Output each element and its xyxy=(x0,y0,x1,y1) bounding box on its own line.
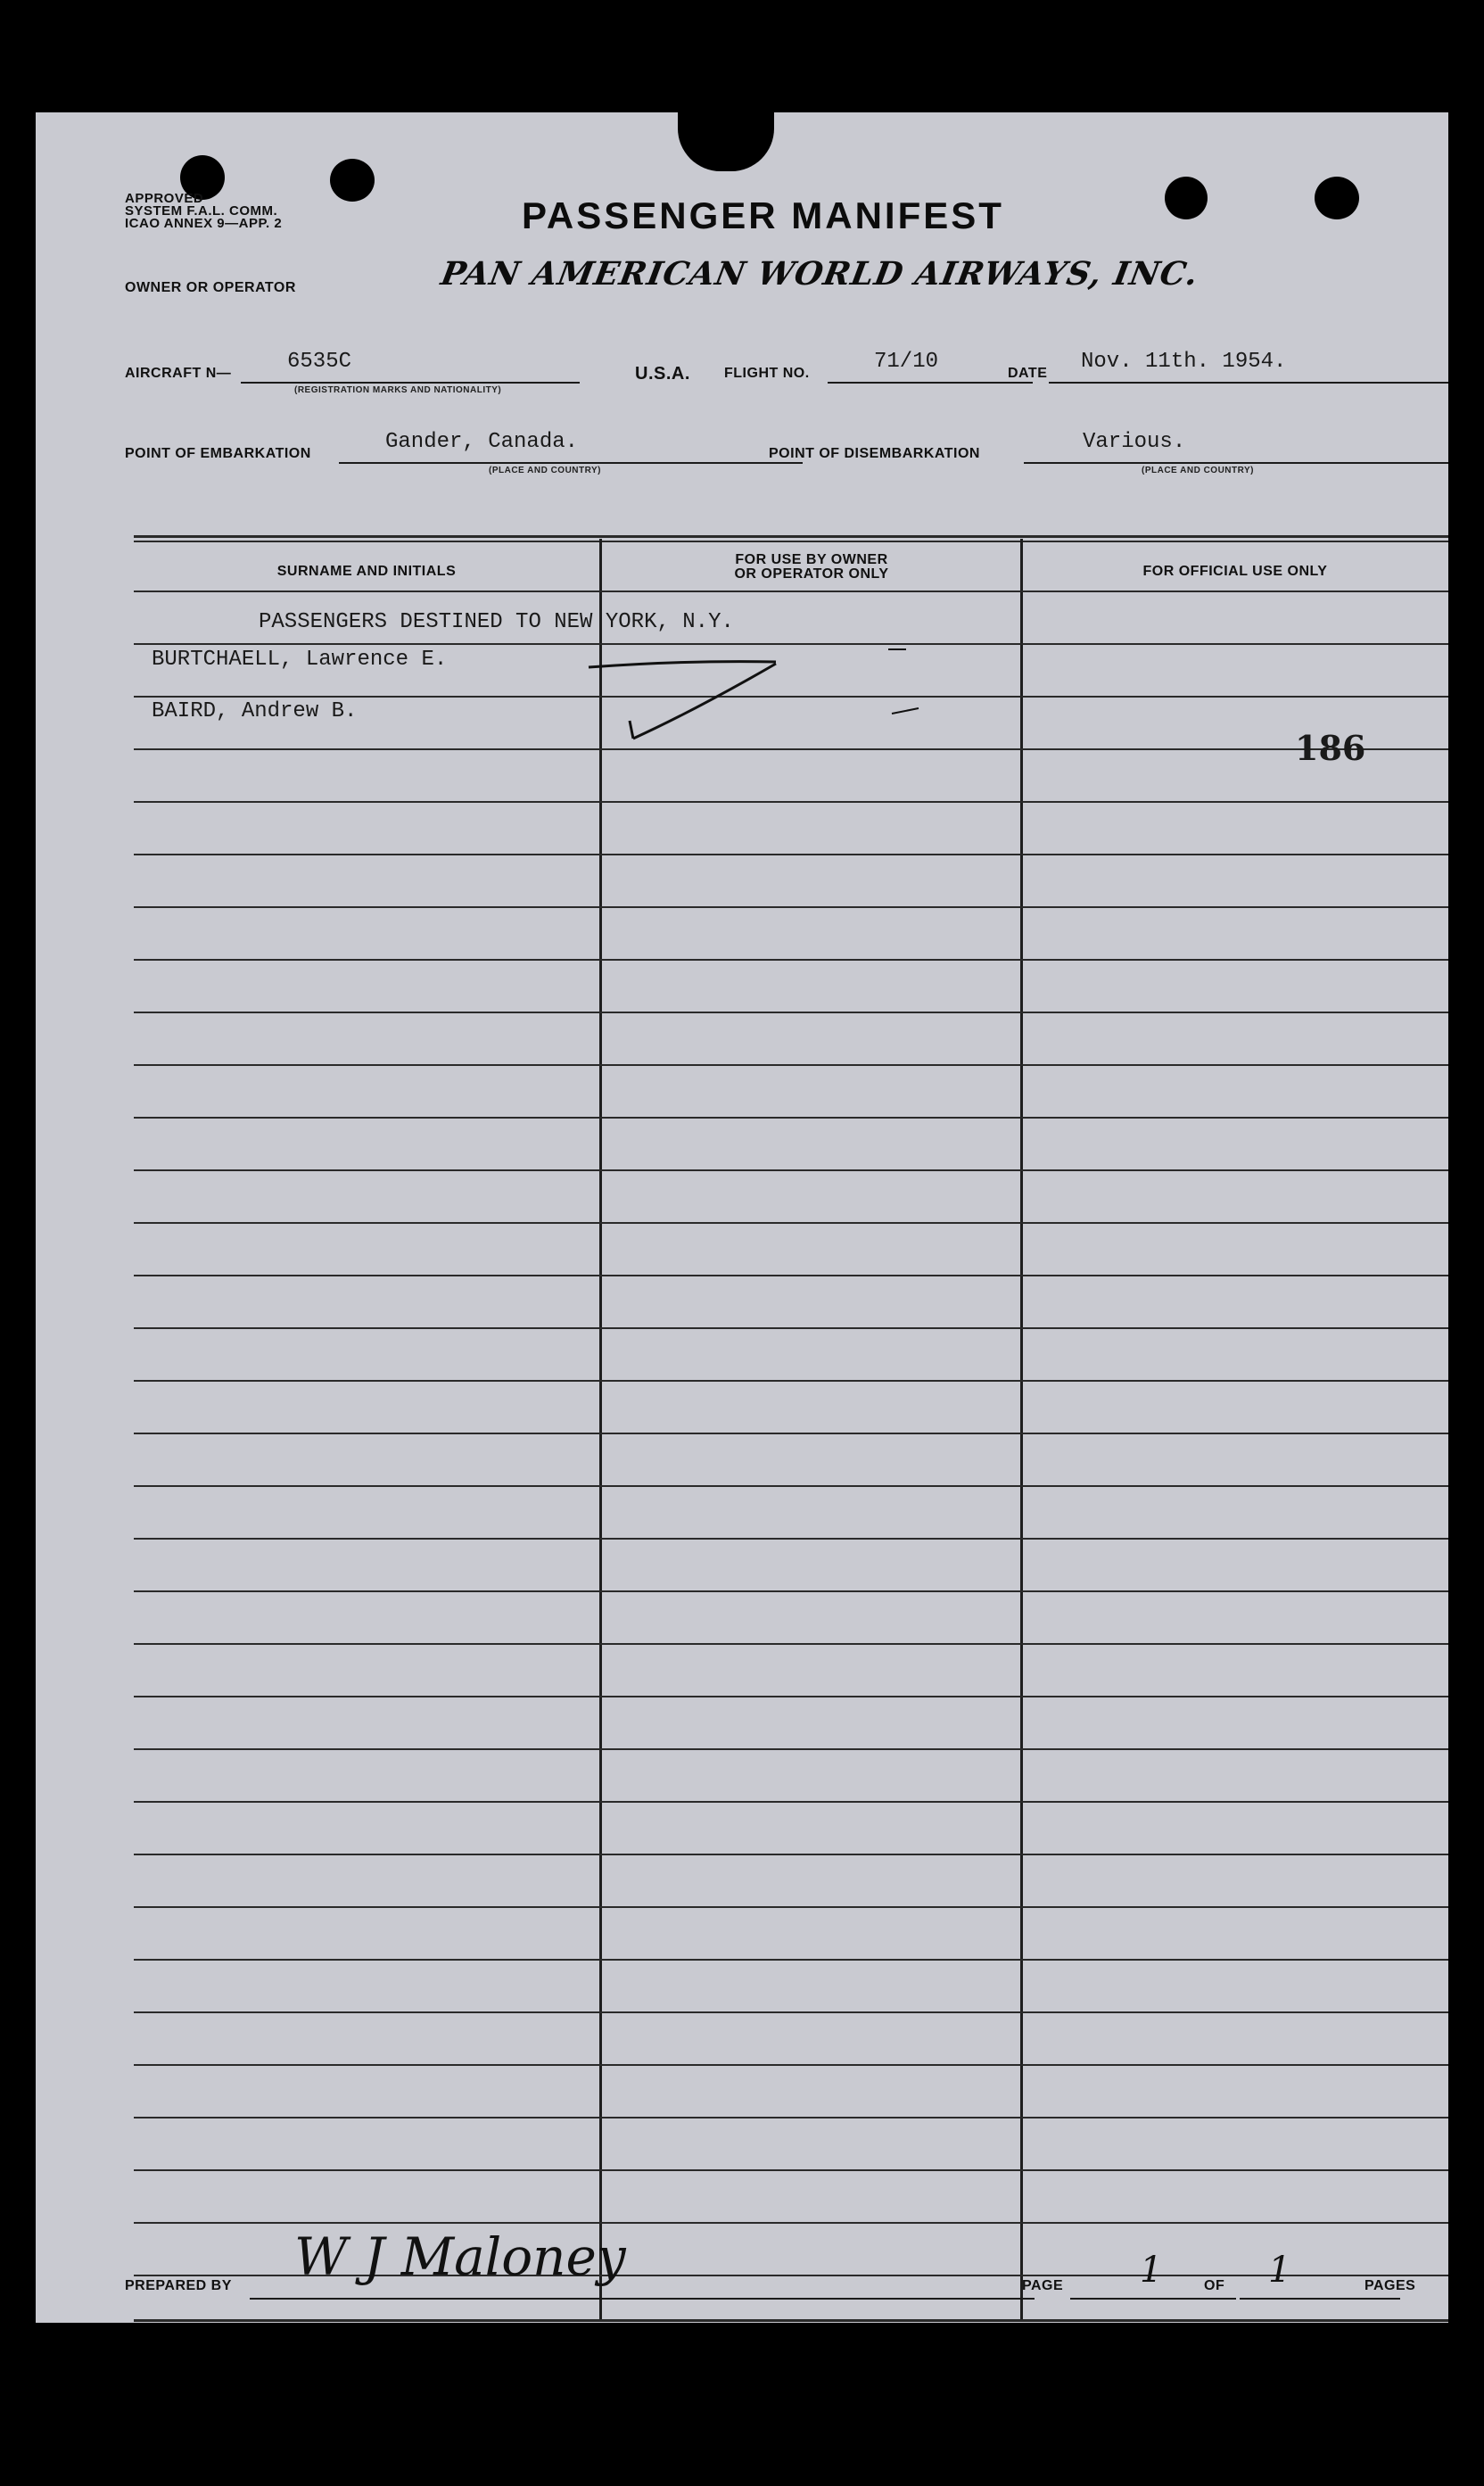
table-row-line xyxy=(134,1538,1448,1540)
disembark-sublabel: (PLACE AND COUNTRY) xyxy=(1142,466,1254,475)
disembark-underline xyxy=(1024,462,1448,464)
embark-value: Gander, Canada. xyxy=(385,430,579,454)
approval-note xyxy=(125,193,282,230)
date-label: DATE xyxy=(1008,366,1048,381)
aircraft-label: AIRCRAFT N— xyxy=(125,366,232,381)
table-top-border-2 xyxy=(134,541,1448,542)
approval-line-3: ICAO ANNEX 9—APP. 2 xyxy=(125,216,283,231)
passenger-row-1: BURTCHAELL, Lawrence E. xyxy=(152,648,448,672)
signature: W J Maloney xyxy=(294,2226,626,2287)
column-divider-2 xyxy=(1020,539,1023,2319)
aircraft-underline xyxy=(241,382,580,384)
table-row-line xyxy=(134,1643,1448,1645)
punch-hole-right-2 xyxy=(1315,177,1359,219)
table-row-line xyxy=(134,591,1448,592)
of-label: OF xyxy=(1204,2278,1225,2293)
destination-note: PASSENGERS DESTINED TO NEW YORK, N.Y. xyxy=(259,610,734,634)
embark-underline xyxy=(339,462,803,464)
surname-header: SURNAME AND INITIALS xyxy=(276,564,457,579)
table-row-line xyxy=(134,1748,1448,1750)
punch-hole-right-1 xyxy=(1165,177,1208,219)
table-row-line xyxy=(134,1275,1448,1276)
approval-line-1: APPROVED xyxy=(125,191,204,206)
binding-notch xyxy=(678,112,774,171)
of-value: 1 xyxy=(1268,2250,1291,2291)
flight-underline xyxy=(828,382,1033,384)
table-row-line xyxy=(134,1380,1448,1382)
date-value: Nov. 11th. 1954. xyxy=(1081,350,1287,374)
manifest-form xyxy=(36,112,1448,2323)
table-row-line xyxy=(134,1485,1448,1487)
table-row-line xyxy=(134,2169,1448,2171)
owner-use-header: FOR USE BY OWNER OR OPERATOR ONLY xyxy=(734,552,889,582)
of-underline xyxy=(1240,2298,1400,2300)
table-row-line xyxy=(134,1906,1448,1908)
table-row-line xyxy=(134,1327,1448,1329)
page-label: PAGE xyxy=(1022,2278,1064,2293)
column-divider-1 xyxy=(599,539,602,2319)
official-number: 186 xyxy=(1295,728,1366,768)
flight-label: FLIGHT NO. xyxy=(724,366,810,381)
table-row-line xyxy=(134,2222,1448,2224)
aircraft-value: 6535C xyxy=(287,350,352,374)
table-row-line xyxy=(134,854,1448,855)
embark-label: POINT OF EMBARKATION xyxy=(125,446,311,461)
table-row-line xyxy=(134,906,1448,908)
table-row-line xyxy=(134,1696,1448,1697)
table-row-line xyxy=(134,2117,1448,2118)
page-value: 1 xyxy=(1140,2250,1163,2291)
aircraft-sublabel: (REGISTRATION MARKS AND NATIONALITY) xyxy=(294,385,502,395)
checkmark-mark xyxy=(553,630,963,755)
disembark-value: Various. xyxy=(1083,430,1186,454)
page-underline xyxy=(1070,2298,1236,2300)
usa-label: U.S.A. xyxy=(635,364,690,384)
table-row-line xyxy=(134,959,1448,961)
pages-label: PAGES xyxy=(1364,2278,1416,2293)
table-row-line xyxy=(134,1117,1448,1119)
table-row-line xyxy=(134,1854,1448,1855)
table-top-border xyxy=(134,535,1448,538)
table-row-line xyxy=(134,1959,1448,1961)
table-bottom-border xyxy=(134,2319,1448,2322)
embark-sublabel: (PLACE AND COUNTRY) xyxy=(489,466,601,475)
prepared-underline xyxy=(250,2298,1035,2300)
table-row-line xyxy=(134,1433,1448,1434)
date-underline xyxy=(1049,382,1448,384)
table-row-line xyxy=(134,1012,1448,1013)
punch-hole-left-2 xyxy=(330,159,375,202)
page-title: PASSENGER MANIFEST xyxy=(522,194,1004,236)
table-row-line xyxy=(134,801,1448,803)
passenger-row-2: BAIRD, Andrew B. xyxy=(152,699,358,723)
prepared-label: PREPARED BY xyxy=(125,2278,232,2293)
owner-label: OWNER OR OPERATOR xyxy=(125,280,296,295)
disembark-label: POINT OF DISEMBARKATION xyxy=(769,446,980,461)
table-row-line xyxy=(134,1590,1448,1592)
table-row-line xyxy=(134,2064,1448,2066)
table-row-line xyxy=(134,2011,1448,2013)
owner-value: PAN AMERICAN WORLD AIRWAYS, INC. xyxy=(438,255,1202,293)
table-row-line xyxy=(134,1169,1448,1171)
table-row-line xyxy=(134,1801,1448,1803)
table-row-line xyxy=(134,1222,1448,1224)
flight-value: 71/10 xyxy=(874,350,939,374)
official-use-header: FOR OFFICIAL USE ONLY xyxy=(1142,564,1328,579)
table-row-line xyxy=(134,1064,1448,1066)
approval-line-2: SYSTEM F.A.L. COMM. xyxy=(125,203,278,219)
